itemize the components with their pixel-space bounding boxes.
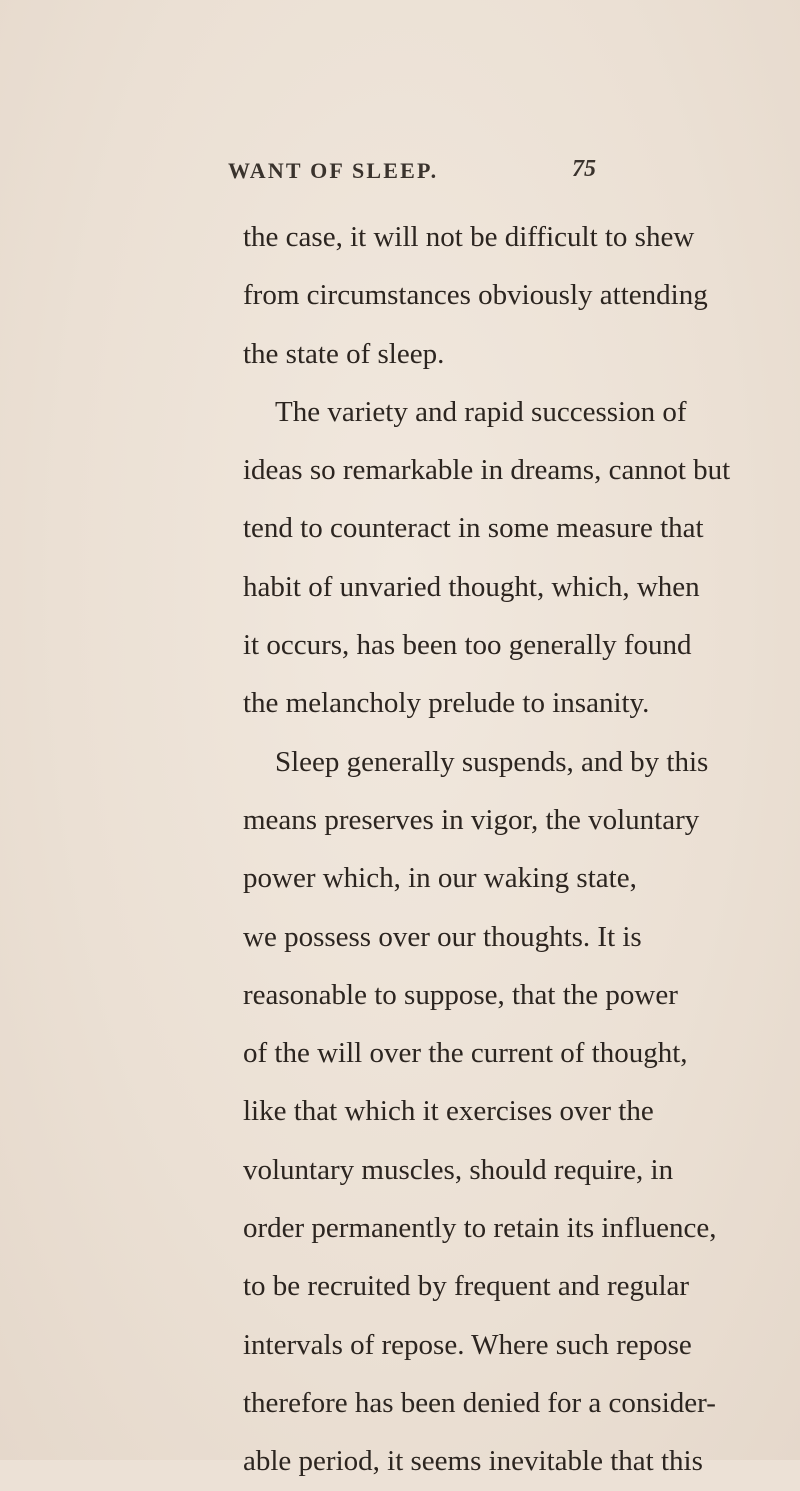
text-line: habit of unvaried thought, which, when [243, 570, 700, 603]
text-line: the state of sleep. [243, 337, 445, 370]
text-line: it occurs, has been too generally found [243, 629, 692, 662]
paragraph-start-line: Sleep generally suspends, and by this [275, 745, 709, 778]
running-head [0, 158, 800, 198]
text-line: we possess over our thoughts. It is [243, 920, 642, 953]
text-line: intervals of repose. Where such repose [243, 1328, 692, 1361]
text-line: ideas so remarkable in dreams, cannot but [243, 454, 731, 487]
text-line: reasonable to suppose, that the power [243, 978, 678, 1011]
text-line: of the will over the current of thought, [243, 1037, 688, 1070]
body-text [243, 208, 731, 1491]
text-line: like that which it exercises over the [243, 1095, 654, 1128]
text-line: voluntary muscles, should require, in [243, 1153, 674, 1186]
text-line: the case, it will not be difficult to shew [243, 221, 695, 253]
paragraph-start-line: The variety and rapid succession of [275, 395, 687, 428]
text-line: tend to counteract in some measure that [243, 512, 704, 545]
text-line: to be recruited by frequent and regular [243, 1270, 690, 1303]
running-head-title: WANT OF SLEEP. [228, 158, 439, 183]
text-line: power which, in our waking state, [243, 862, 637, 895]
text-line: therefore has been denied for a consider- [243, 1386, 716, 1419]
page-number: 75 [572, 156, 596, 182]
text-line: the melancholy prelude to insanity. [243, 687, 650, 720]
text-line: able period, it seems inevitable that this [243, 1445, 703, 1478]
text-line: means preserves in vigor, the voluntary [243, 803, 700, 836]
text-line: order permanently to retain its influence, [243, 1212, 717, 1245]
text-line: from circumstances obviously attending [243, 279, 708, 312]
